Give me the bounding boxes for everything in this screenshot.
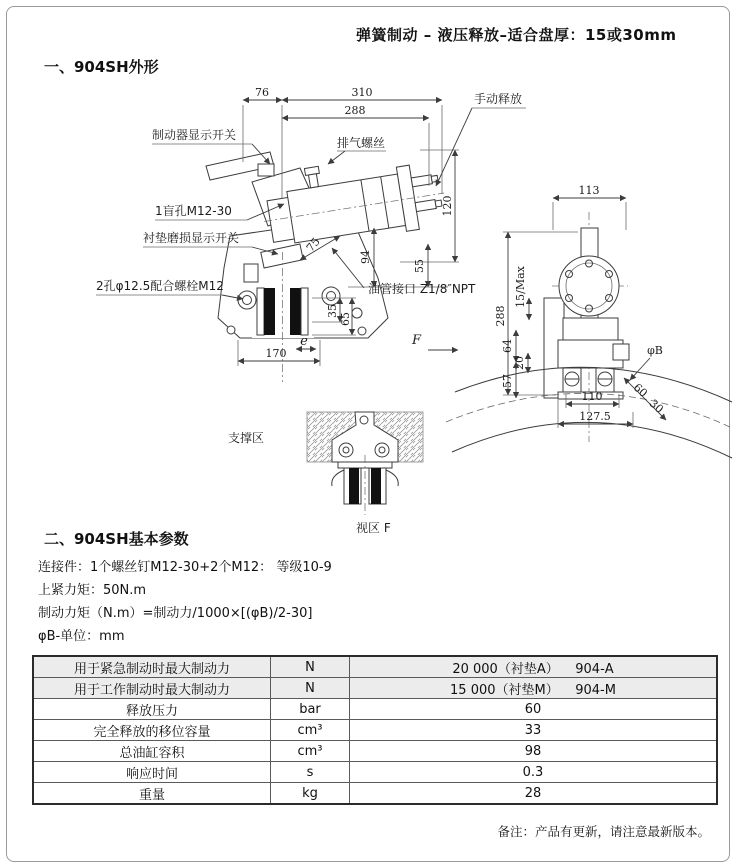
table-row (33, 720, 717, 741)
dim-65: 65 (339, 312, 352, 326)
table-row (33, 678, 717, 699)
dim-288-front: 288 (494, 305, 507, 327)
table-row (33, 741, 717, 762)
row-name: 完全释放的移位容量 (33, 720, 271, 741)
param-line-unit: φB-单位：mm (38, 629, 125, 644)
section2-heading: 二、904SH基本参数 (44, 530, 189, 548)
dim-e: e (300, 334, 308, 349)
param-line-torque: 上紧力矩：50N.m (38, 583, 147, 598)
table-row (33, 656, 717, 678)
dim-113: 113 (578, 184, 600, 197)
row-name: 用于紧急制动时最大制动力 (33, 656, 271, 678)
main-view-drawing (96, 86, 526, 382)
row-value: 33 (350, 720, 718, 741)
param-line-connectors: 连接件：1个螺丝钉M12-30+2个M12： 等级10-9 (38, 560, 332, 575)
row-value: 98 (350, 741, 718, 762)
row-value: 15 000（衬垫M） 904-M (350, 678, 718, 699)
lining-wear-switch-label: 衬垫磨损显示开关 (143, 231, 240, 245)
row-value: 0.3 (350, 762, 718, 783)
row-unit: bar (271, 699, 350, 720)
row-value: 28 (350, 783, 718, 805)
row-unit: N (271, 678, 350, 699)
table-row (33, 699, 717, 720)
dim-64: 64 (501, 339, 514, 353)
dim-57: 57 (501, 374, 514, 388)
row-unit: cm³ (271, 720, 350, 741)
parameter-text-block (38, 556, 332, 648)
row-unit: N (271, 656, 350, 678)
row-name: 响应时间 (33, 762, 271, 783)
dim-phiB: φB (647, 344, 663, 357)
support-area-label: 支撑区 (228, 431, 265, 445)
dim-127-5: 127.5 (579, 410, 611, 423)
view-f-drawing (228, 412, 423, 535)
dim-110: 110 (581, 390, 603, 403)
spec-table (32, 655, 718, 805)
param-line-formula: 制动力矩（N.m）=制动力/1000×[(φB)/2-30] (38, 606, 313, 621)
section1-heading: 一、904SH外形 (44, 58, 159, 76)
dim-288-top: 288 (344, 104, 366, 117)
f-direction-label: F (412, 333, 422, 348)
page-title: 弹簧制动 – 液压释放–适合盘厚：15或30mm (356, 26, 677, 44)
dim-20: 20 (513, 356, 526, 370)
dim-94: 94 (359, 250, 372, 264)
oil-port-label: 油管接口 Z1/8″NPT (368, 282, 476, 296)
footer-note: 备注：产品有更新，请注意最新版本。 (497, 824, 710, 839)
dim-35: 35 (326, 304, 339, 318)
dim-76: 76 (255, 86, 269, 99)
view-f-label: 视区 F (356, 521, 391, 535)
bolt-holes-label: 2孔φ12.5配合螺栓M12 (96, 279, 224, 293)
dim-120: 120 (441, 195, 454, 217)
table-row (33, 783, 717, 805)
row-unit: cm³ (271, 741, 350, 762)
dim-75: 75 (303, 235, 323, 255)
row-unit: kg (271, 783, 350, 805)
row-name: 总油缸容积 (33, 741, 271, 762)
dim-15max: 15/Max (514, 266, 527, 308)
dim-310: 310 (351, 86, 373, 99)
row-name: 用于工作制动时最大制动力 (33, 678, 271, 699)
front-view-drawing (446, 184, 732, 458)
row-name: 重量 (33, 783, 271, 805)
dim-30: 30 (646, 396, 666, 416)
dim-60: 60 (630, 380, 650, 400)
row-value: 20 000（衬垫A） 904-A (350, 656, 718, 678)
row-unit: s (271, 762, 350, 783)
row-value: 60 (350, 699, 718, 720)
table-row (33, 762, 717, 783)
exhaust-screw-label: 排气螺丝 (337, 136, 386, 150)
dim-170: 170 (265, 347, 287, 360)
manual-release-label: 手动释放 (474, 92, 523, 106)
dim-55: 55 (413, 259, 426, 273)
blind-hole-label: 1盲孔M12-30 (155, 204, 232, 218)
row-name: 释放压力 (33, 699, 271, 720)
brake-switch-label: 制动器显示开关 (152, 128, 237, 142)
